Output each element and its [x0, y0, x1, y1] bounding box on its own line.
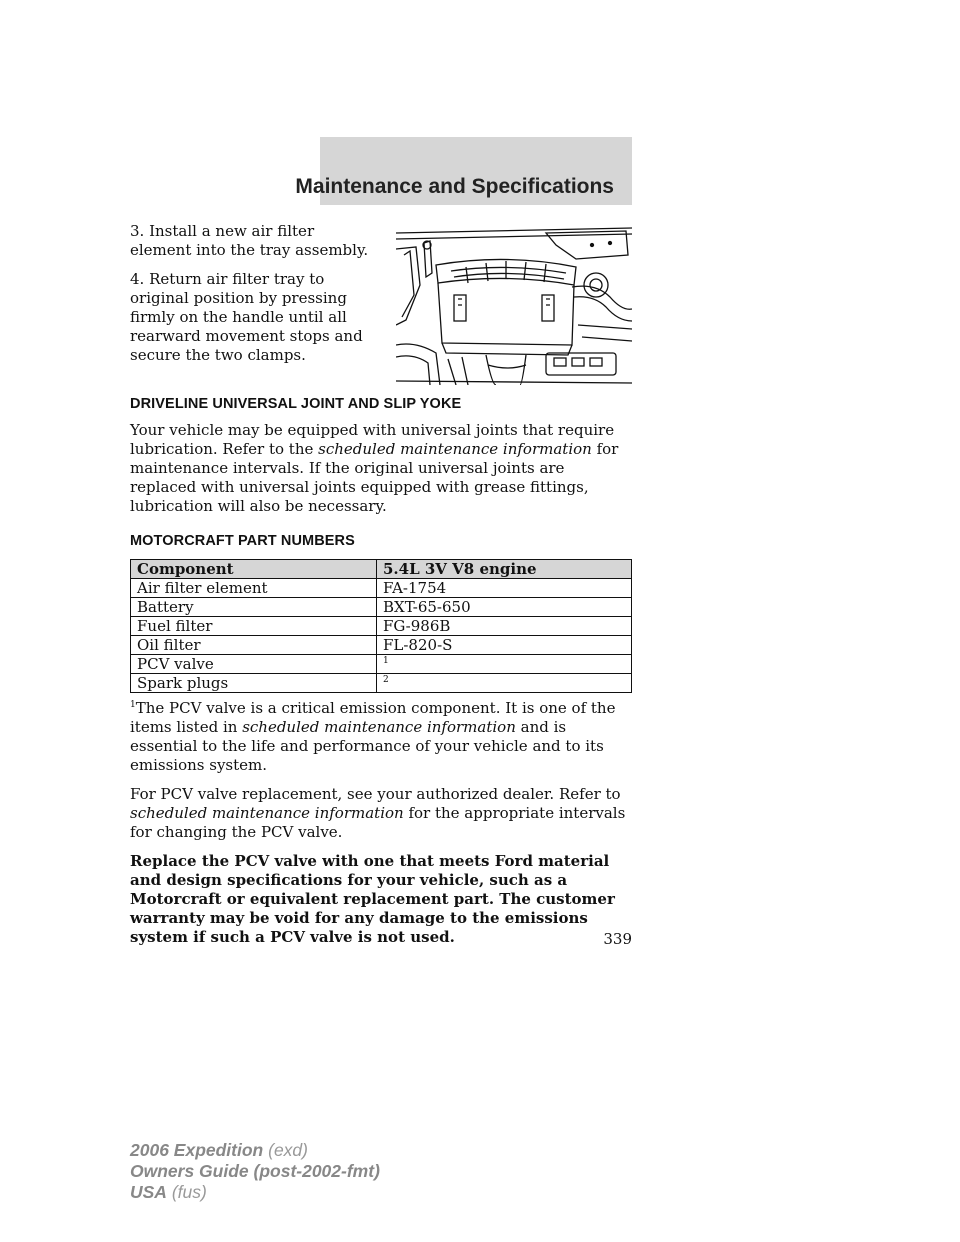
part-number-cell: FL-820-S — [377, 636, 632, 655]
footer-line-3: USA (fus) — [130, 1182, 207, 1202]
section-title: Maintenance and Specifications — [295, 175, 614, 198]
component-cell: PCV valve — [131, 655, 377, 674]
page-number: 339 — [603, 930, 632, 948]
column-header-component: Component — [131, 560, 377, 579]
table-row — [131, 579, 632, 598]
table-row — [131, 674, 632, 693]
footer-line-2: Owners Guide (post-2002-fmt) — [130, 1161, 380, 1181]
column-header-engine: 5.4L 3V V8 engine — [377, 560, 632, 579]
driveline-paragraph: Your vehicle may be equipped with universal joints that require lubrication. Refer to the scheduled maintenance information for maintenance intervals. If the original universal joints are replaced with universal joints equipped with grease fittings, lubrication will also be necessary. — [130, 421, 619, 515]
main-content — [130, 395, 632, 957]
pcv-replacement-paragraph: For PCV valve replacement, see your authorized dealer. Refer to scheduled maintenance information for the appropriate intervals for changing the PCV valve. — [130, 785, 626, 841]
air-filter-illustration — [396, 225, 632, 385]
table-header-row — [131, 560, 632, 579]
component-cell: Air filter element — [131, 579, 377, 598]
step-4: 4. Return air filter tray to original position by pressing firmly on the handle until all rearward movement stops and secure the two clamps. — [130, 270, 363, 364]
component-cell: Oil filter — [131, 636, 377, 655]
footnote-1: $^1$The PCV valve is a critical emission component. It is one of the items listed in scheduled maintenance information and is essential to the life and performance of your vehicle and to its emissions system. — [130, 699, 616, 774]
step-3: 3. Install a new air filter element into the tray assembly. — [130, 222, 369, 259]
footnote-ref: 2 — [383, 675, 389, 685]
component-cell: Spark plugs — [131, 674, 377, 693]
footer-line-1: 2006 Expedition (exd) — [130, 1140, 308, 1160]
document-footer — [130, 1140, 380, 1203]
driveline-heading: DRIVELINE UNIVERSAL JOINT AND SLIP YOKE — [130, 396, 462, 412]
part-numbers-table — [130, 559, 632, 693]
table-row — [131, 655, 632, 674]
footnote-ref: 1 — [383, 656, 389, 666]
section-header-band — [295, 137, 632, 205]
instruction-steps — [130, 222, 375, 375]
part-number-cell — [377, 674, 632, 693]
part-number-cell: FA-1754 — [377, 579, 632, 598]
part-number-cell — [377, 655, 632, 674]
table-row — [131, 598, 632, 617]
table-row — [131, 617, 632, 636]
component-cell: Fuel filter — [131, 617, 377, 636]
component-cell: Battery — [131, 598, 377, 617]
table-row — [131, 636, 632, 655]
part-number-cell: BXT-65-650 — [377, 598, 632, 617]
parts-heading: MOTORCRAFT PART NUMBERS — [130, 533, 355, 549]
part-number-cell: FG-986B — [377, 617, 632, 636]
pcv-warning: Replace the PCV valve with one that meets Ford material and design specifications for your vehicle, such as a Motorcraft or equivalent replacement part. The customer warranty may be void for any damage to the emissions system if such a PCV valve is not used. — [130, 852, 615, 946]
